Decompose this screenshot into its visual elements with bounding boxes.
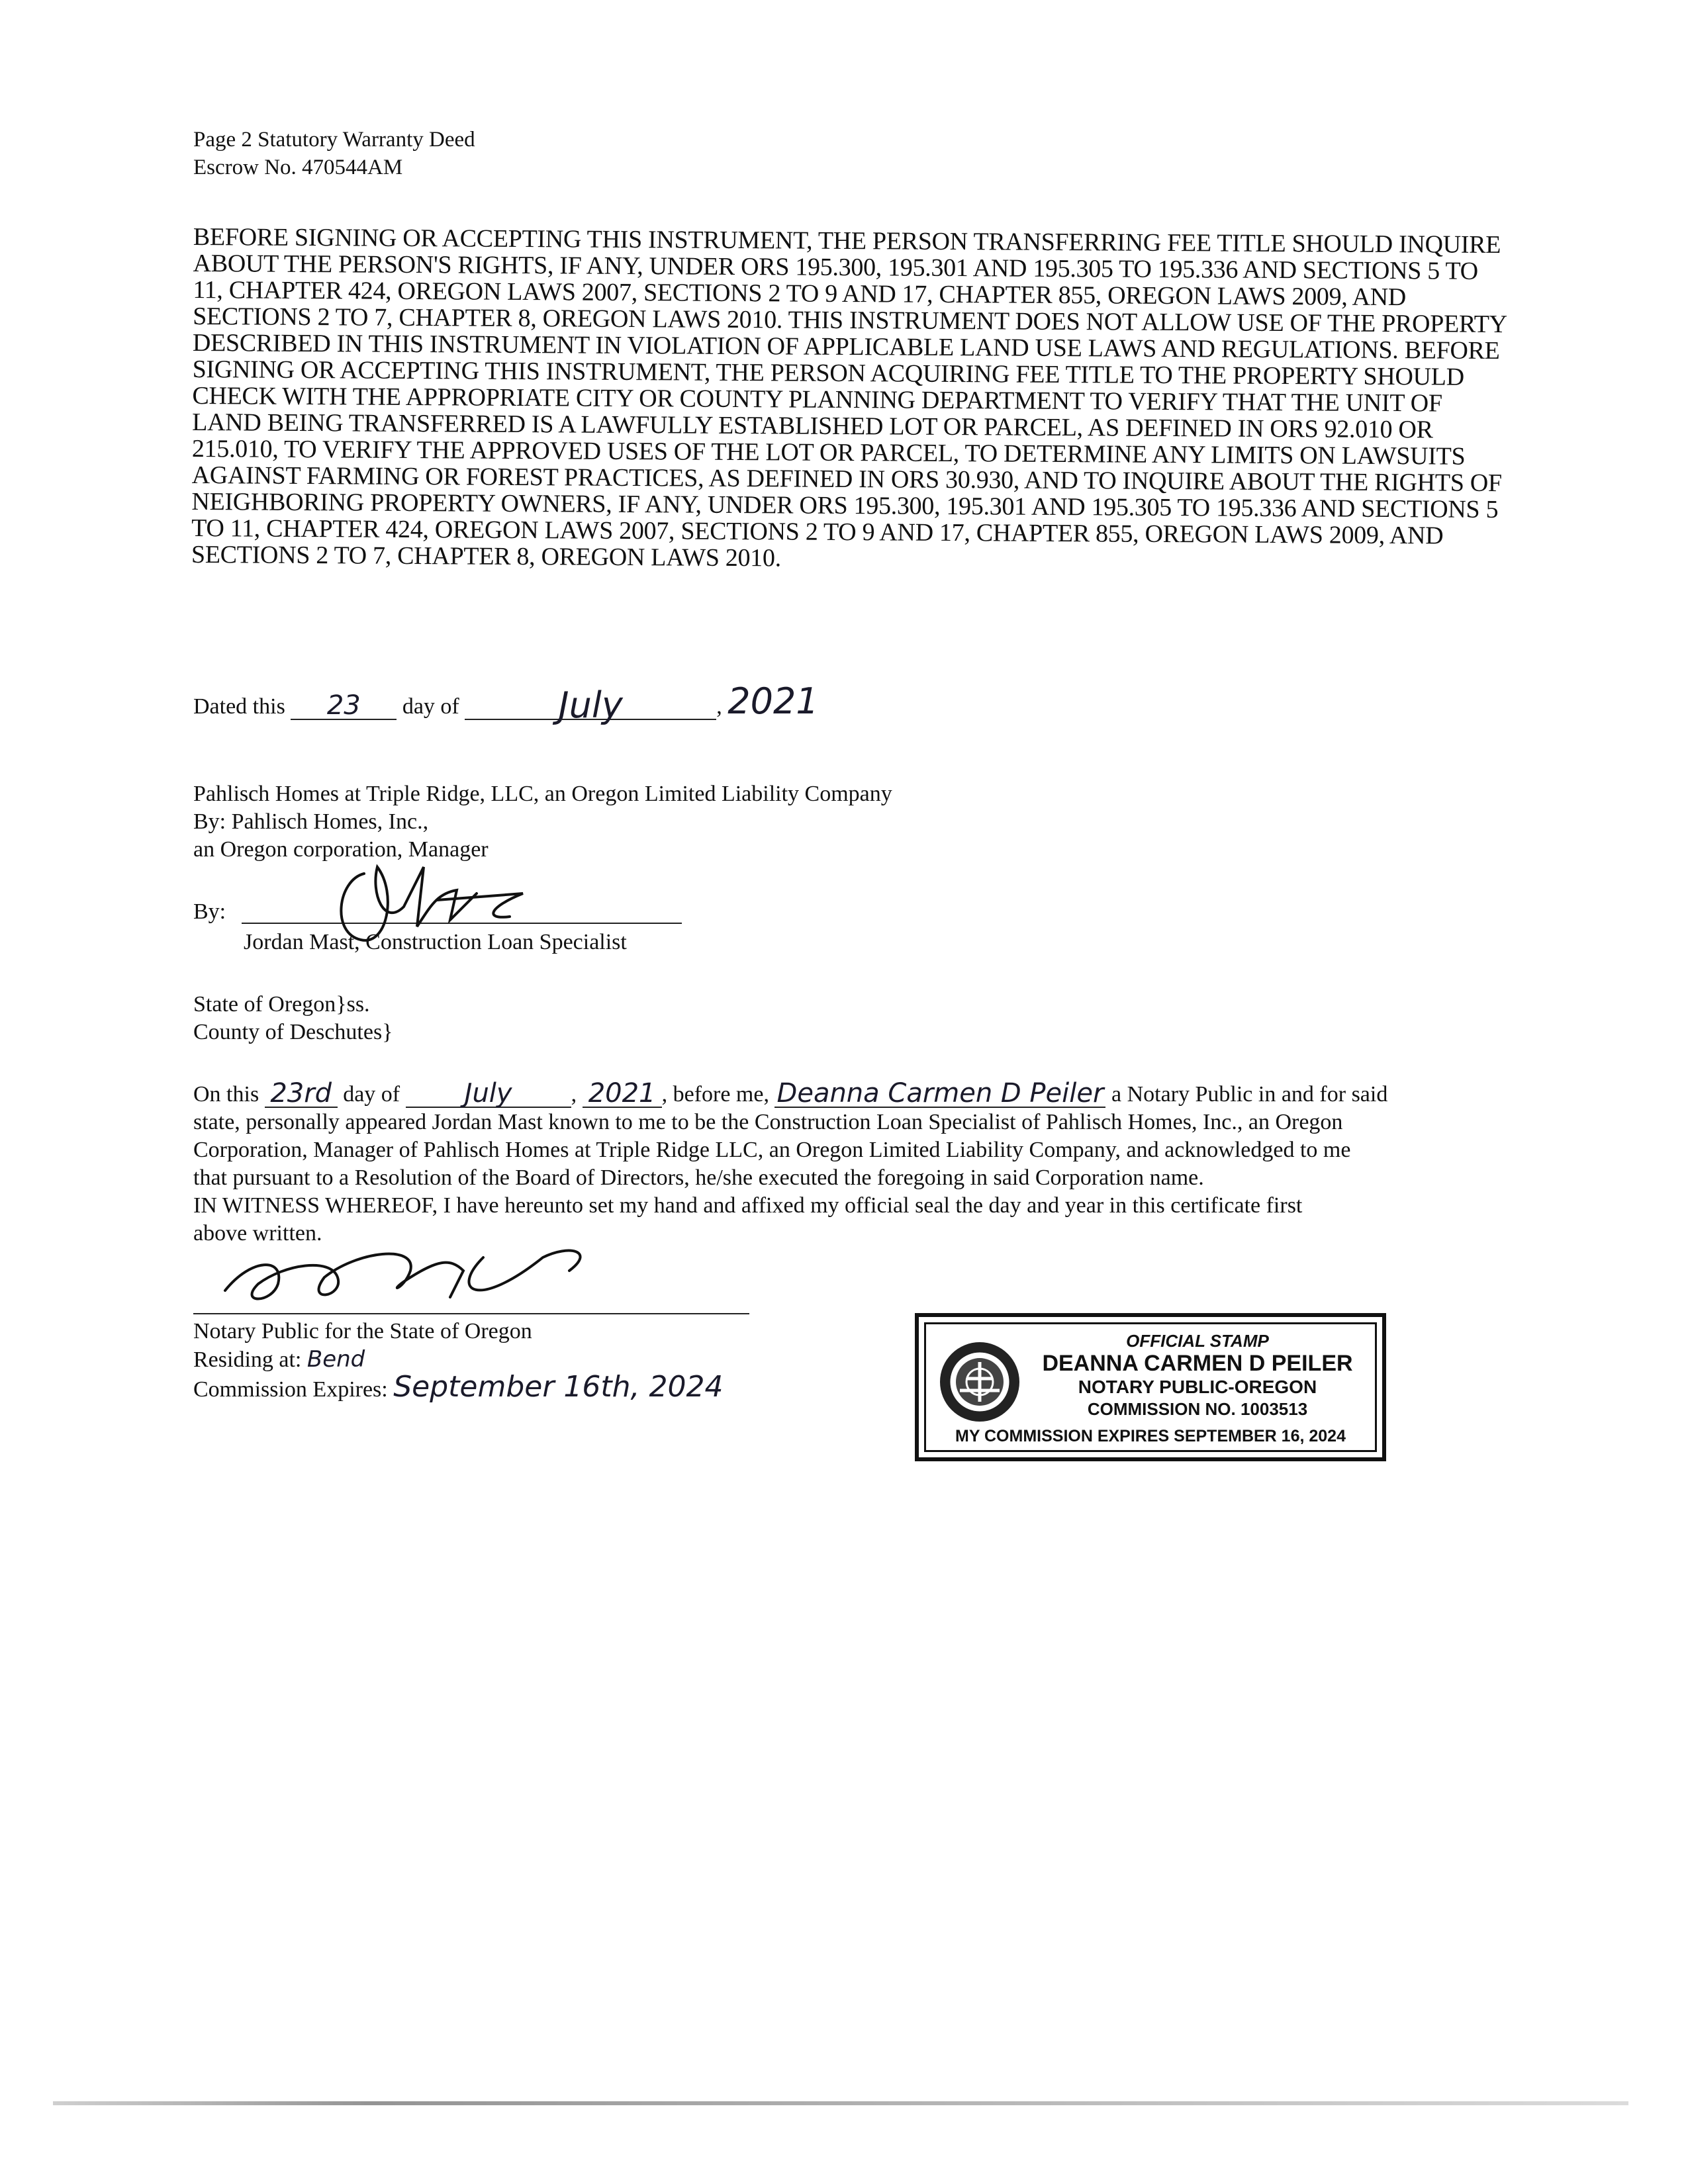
ack-day: 23rd [265, 1080, 338, 1108]
stamp-border [924, 1322, 1377, 1452]
dated-sep: , [716, 694, 722, 719]
venue-state: State of Oregon}ss. [193, 992, 370, 1017]
by-label: By: [193, 899, 226, 924]
dated-month: July [465, 692, 716, 720]
witness-line2: above written. [193, 1221, 322, 1246]
dated-day: 23 [291, 692, 397, 720]
ack-month: July [406, 1080, 571, 1108]
ack-year: 2021 [583, 1080, 662, 1108]
venue-county: County of Deschutes} [193, 1020, 393, 1044]
ack-day-of: day of [343, 1082, 400, 1107]
stamp-heading: OFFICIAL STAMP [1126, 1331, 1269, 1351]
notary-signature-line [193, 1313, 749, 1314]
dated-year: 2021 [727, 680, 819, 722]
ack-comma: , [571, 1082, 577, 1107]
notary-title: Notary Public for the State of Oregon [193, 1319, 532, 1343]
ack-before-me: , before me, [661, 1082, 769, 1107]
ack-line4: that pursuant to a Resolution of the Board of Directors, he/she executed the foregoing in said Corporation name. [193, 1165, 1204, 1190]
grantor-corp: an Oregon corporation, Manager [193, 837, 489, 862]
witness-line1: IN WITNESS WHEREOF, I have hereunto set my hand and affixed my official seal the day and year in this certificate first [193, 1193, 1303, 1218]
dated-prefix: Dated this [193, 694, 285, 719]
escrow-number: Escrow No. 470544AM [193, 156, 403, 179]
ack-tail: a Notary Public in and for said [1111, 1082, 1388, 1107]
page-header [193, 126, 475, 181]
official-stamp [915, 1313, 1386, 1461]
notary-commission [193, 1370, 724, 1404]
ack-on-this: On this [193, 1082, 259, 1107]
residing-value: Bend [306, 1346, 365, 1373]
commission-label: Commission Expires: [193, 1377, 388, 1402]
residing-label: Residing at: [193, 1347, 302, 1372]
statutory-warning-paragraph: BEFORE SIGNING OR ACCEPTING THIS INSTRUMENT, THE PERSON TRANSFERRING FEE TITLE SHOULD INQUIRE ABOUT THE PERSON'S RIGHTS, IF ANY, UNDER ORS 195.300, 195.301 AND 195.305 TO 195.336 AND SECTIONS 5 TO 11, CHAPTER 424, OREGON LAWS 2007, SECTIONS 2 TO 9 AND 17, CHAPTER 855, OREGON LAWS 2009, AND SECTIONS 2 TO 7, CHAPTER 8, OREGON LAWS 2010. THIS INSTRUMENT DOES NOT ALLOW USE OF THE PROPERTY DESCRIBED IN THIS INSTRUMENT IN VIOLATION OF APPLICABLE LAND USE LAWS AND REGULATIONS. BEFORE SIGNING OR ACCEPTING THIS INSTRUMENT, THE PERSON ACQUIRING FEE TITLE TO THE PROPERTY SHOULD CHECK WITH THE APPROPRIATE CITY OR COUNTY PLANNING DEPARTMENT TO VERIFY THAT THE UNIT OF LAND BEING TRANSFERRED IS A LAWFULLY ESTABLISHED LOT OR PARCEL, AS DEFINED IN ORS 92.010 OR 215.010, TO VERIFY THE APPROVED USES OF THE LOT OR PARCEL, TO DETERMINE ANY LIMITS ON LAWSUITS AGAINST FARMING OR FOREST PRACTICES, AS DEFINED IN ORS 30.930, AND TO INQUIRE ABOUT THE RIGHTS OF NEIGHBORING PROPERTY OWNERS, IF ANY, UNDER ORS 195.300, 195.301 AND 195.305 TO 195.336 AND SECTIONS 5 TO 11, CHAPTER 424, OREGON LAWS 2007, SECTIONS 2 TO 9 AND 17, CHAPTER 855, OREGON LAWS 2009, AND SECTIONS 2 TO 7, CHAPTER 8, OREGON LAWS 2010. [191, 223, 1507, 572]
grantor-by: By: Pahlisch Homes, Inc., [193, 809, 429, 834]
notary-residing [193, 1346, 365, 1373]
stamp-notary-name: DEANNA CARMEN D PEILER [1042, 1351, 1353, 1376]
scan-artifact-line [53, 2101, 1628, 2105]
oregon-seal-icon [937, 1339, 1023, 1425]
ack-line1 [193, 1080, 1387, 1108]
dated-mid: day of [402, 694, 459, 719]
signer-name: Jordan Mast, Construction Loan Specialist [244, 930, 627, 954]
dated-line [193, 680, 819, 726]
ack-line2: state, personally appeared Jordan Mast known to me to be the Construction Loan Specialist of Pahlisch Homes, Inc., an Oregon [193, 1110, 1343, 1134]
ack-line3: Corporation, Manager of Pahlisch Homes at Triple Ridge LLC, an Oregon Limited Liability Company, and acknowledged to me [193, 1138, 1351, 1162]
notary-signature [199, 1231, 622, 1317]
stamp-expiration: MY COMMISSION EXPIRES SEPTEMBER 16, 2024 [955, 1427, 1346, 1445]
commission-value: September 16th, 2024 [393, 1370, 724, 1404]
stamp-notary-public: NOTARY PUBLIC-OREGON [1078, 1377, 1317, 1397]
stamp-commission-no: COMMISSION NO. 1003513 [1087, 1399, 1308, 1419]
page-title: Page 2 Statutory Warranty Deed [193, 128, 475, 152]
stamp-text-block [1025, 1331, 1370, 1420]
grantor-name: Pahlisch Homes at Triple Ridge, LLC, an Oregon Limited Liability Company [193, 782, 892, 806]
ack-notary-name: Deanna Carmen D Peiler [774, 1080, 1105, 1108]
